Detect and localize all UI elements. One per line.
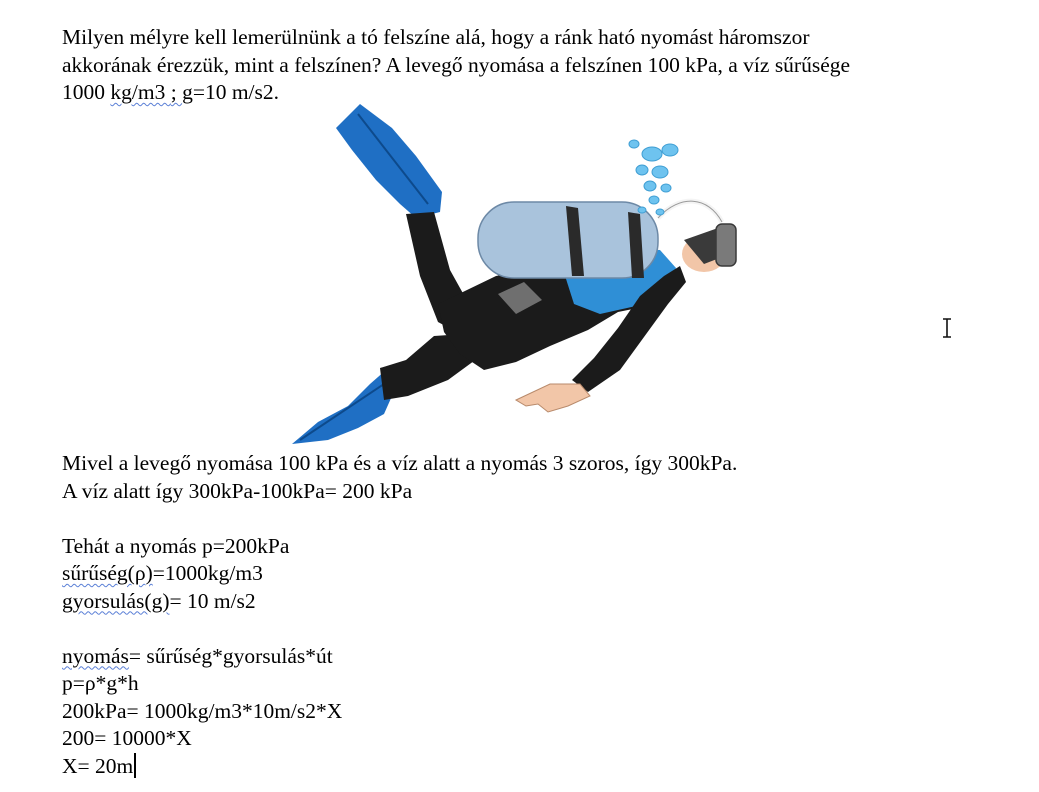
spellcheck-flagged-word[interactable]: sűrűség(ρ)	[62, 561, 153, 585]
scuba-diver-icon	[288, 100, 758, 448]
problem-line-3-part-d: g=10 m/s2.	[182, 80, 280, 104]
solution-line-6	[62, 643, 962, 671]
spellcheck-flagged-word[interactable]: gyorsulás(g)	[62, 588, 170, 613]
solution-line-7: p=ρ*g*h	[62, 671, 139, 695]
formula-text: = sűrűség*gyorsulás*út	[128, 643, 333, 668]
lower-fin	[292, 370, 392, 444]
blank-line	[62, 505, 962, 533]
dive-mask	[716, 224, 736, 266]
blank-line	[62, 615, 962, 643]
solution-line-10	[62, 753, 962, 781]
problem-line-1: Milyen mélyre kell lemerülnünk a tó felszíne alá, hogy a ránk ható nyomást háromszor	[62, 25, 810, 49]
gravity-value: = 10 m/s2	[169, 588, 256, 613]
hand	[516, 384, 590, 412]
solution-line-4	[62, 560, 962, 588]
spellcheck-flagged-word[interactable]: nyomás	[62, 643, 129, 668]
solution-line-8: 200kPa= 1000kg/m3*10m/s2*X	[62, 698, 343, 723]
problem-line-3-part-a: 1000	[62, 80, 111, 104]
bubbles	[629, 140, 678, 215]
problem-text[interactable]	[62, 24, 992, 107]
solution-line-2: A víz alatt így 300kPa-100kPa= 200 kPa	[62, 478, 413, 503]
answer-text: X= 20m	[62, 753, 134, 778]
solution-line-9: 200= 10000*X	[62, 726, 192, 750]
problem-line-2: akkorának érezzük, mint a felszínen? A levegő nyomása a felszínen 100 kPa, a víz sűrűsége	[62, 52, 851, 77]
density-value: =1000kg/m3	[152, 561, 263, 585]
solution-line-3: Tehát a nyomás p=200kPa	[62, 533, 290, 558]
spellcheck-flagged-word[interactable]: kg/m3	[110, 80, 171, 104]
solution-line-5	[62, 588, 962, 616]
solution-text[interactable]	[62, 450, 962, 780]
text-caret	[134, 753, 136, 778]
solution-line-1: Mivel a levegő nyomása 100 kPa és a víz alatt a nyomás 3 szoros, így 300kPa.	[62, 451, 738, 475]
text-cursor-icon	[940, 318, 954, 338]
spellcheck-flagged-word[interactable]: ;	[170, 80, 183, 104]
